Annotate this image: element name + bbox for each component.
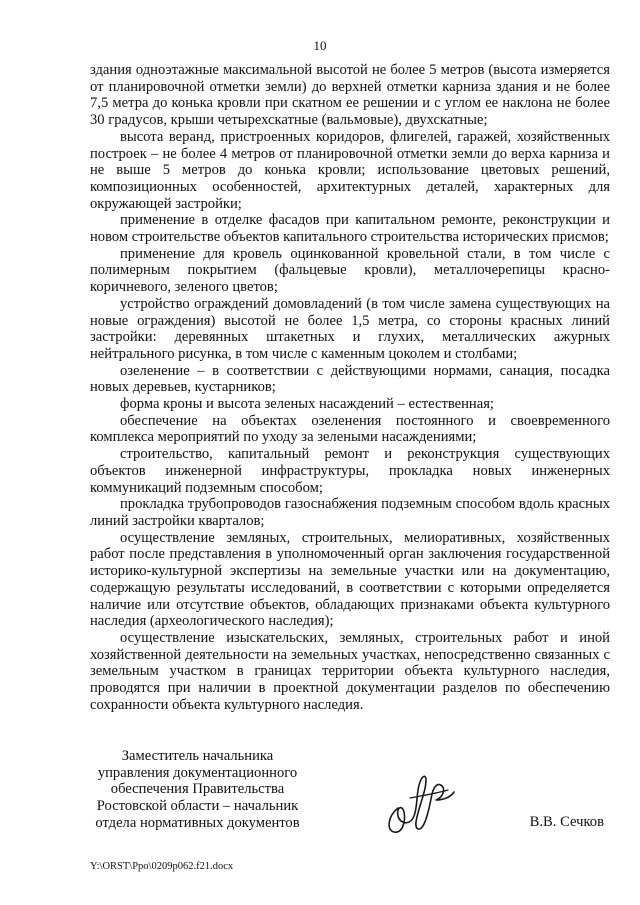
signature-block [90, 748, 610, 848]
signer-position-line: Заместитель начальника [121, 748, 274, 764]
signer-name: В.В. Сечков [529, 814, 604, 830]
paragraph: применение для кровель оцинкованной кровельной стали, в том числе с полимерным покрытием (фальцевые кровли), металлочерепицы красно-коричневого, зеленого цветов; [90, 245, 610, 296]
paragraph: прокладка трубопроводов газоснабжения подземным способом вдоль красных линий застройки кварталов; [90, 496, 610, 529]
paragraph: высота веранд, пристроенных коридоров, флигелей, гаражей, хозяйственных построек – не более 4 метров от планировочной отметки земли до верха карниза и не выше 5 метров до конька кровли; использование цветовых решений, композиционных особенностей, архитектурных деталей, характерных для окружающей застройки; [90, 128, 610, 212]
document-body [90, 62, 610, 713]
handwritten-signature [380, 768, 460, 838]
file-path: Y:\ORST\Ppo\0209p062.f21.docx [90, 861, 234, 872]
signer-position [90, 748, 305, 832]
paragraph: устройство ограждений домовладений (в том числе замена существующих на новые ограждения) высотой не более 1,5 метра, со стороны красных линий застройки: деревянных штакетных и глухих, металлических ажурных нейтрального рисунка, в том числе с каменным цоколем и столбами; [90, 295, 610, 362]
signer-position-line: управления документационного [97, 764, 298, 781]
signer-position-line: отдела нормативных документов [95, 814, 300, 831]
paragraph: озеленение – в соответствии с действующими нормами, санация, посадка новых деревьев, кустарников; [90, 362, 610, 396]
signer-position-line: Ростовской области – начальник [96, 798, 299, 815]
signer-position-line: обеспечения Правительства [110, 781, 285, 798]
paragraph: обеспечение на объектах озеленения постоянного и своевременного комплекса мероприятий по уходу за зелеными насаждениями; [90, 412, 610, 446]
paragraph: здания одноэтажные максимальной высотой не более 5 метров (высота измеряется от планировочной отметки земли) до верхней отметки карниза здания и не более 7,5 метра до конька кровли при скатном ее решении и с углом ее наклона не более 30 градусов, крыши четырехскатные (вальмовые), двухскатные; [90, 62, 610, 129]
paragraph: осуществление изыскательских, земляных, строительных работ и иной хозяйственной деятельности на земельных участках, непосредственно связанных с земельным участком в границах территории объекта культурного наследия, проводятся при наличии в проектной документации разделов по обеспечению сохранности объекта культурного наследия. [90, 629, 610, 713]
paragraph: применение в отделке фасадов при капитальном ремонте, реконструкции и новом строительстве объектов капитального строительства исторических присмов; [90, 212, 610, 246]
paragraph: строительство, капитальный ремонт и реконструкция существующих объектов инженерной инфраструктуры, прокладка новых инженерных коммуникаций подземным способом; [90, 446, 610, 496]
paragraph: осуществление земляных, строительных, мелиоративных, хозяйственных работ после представления в уполномоченный орган заключения государственной историко-культурной экспертизы на земельные участки или на документацию, содержащую результаты исследований, в соответствии с которыми определяется наличие или отсутствие объектов, обладающих признаками объекта культурного наследия (археологического наследия); [90, 529, 610, 630]
page-number: 10 [313, 38, 327, 53]
paragraph: форма кроны и высота зеленых насаждений – естественная; [120, 396, 494, 413]
